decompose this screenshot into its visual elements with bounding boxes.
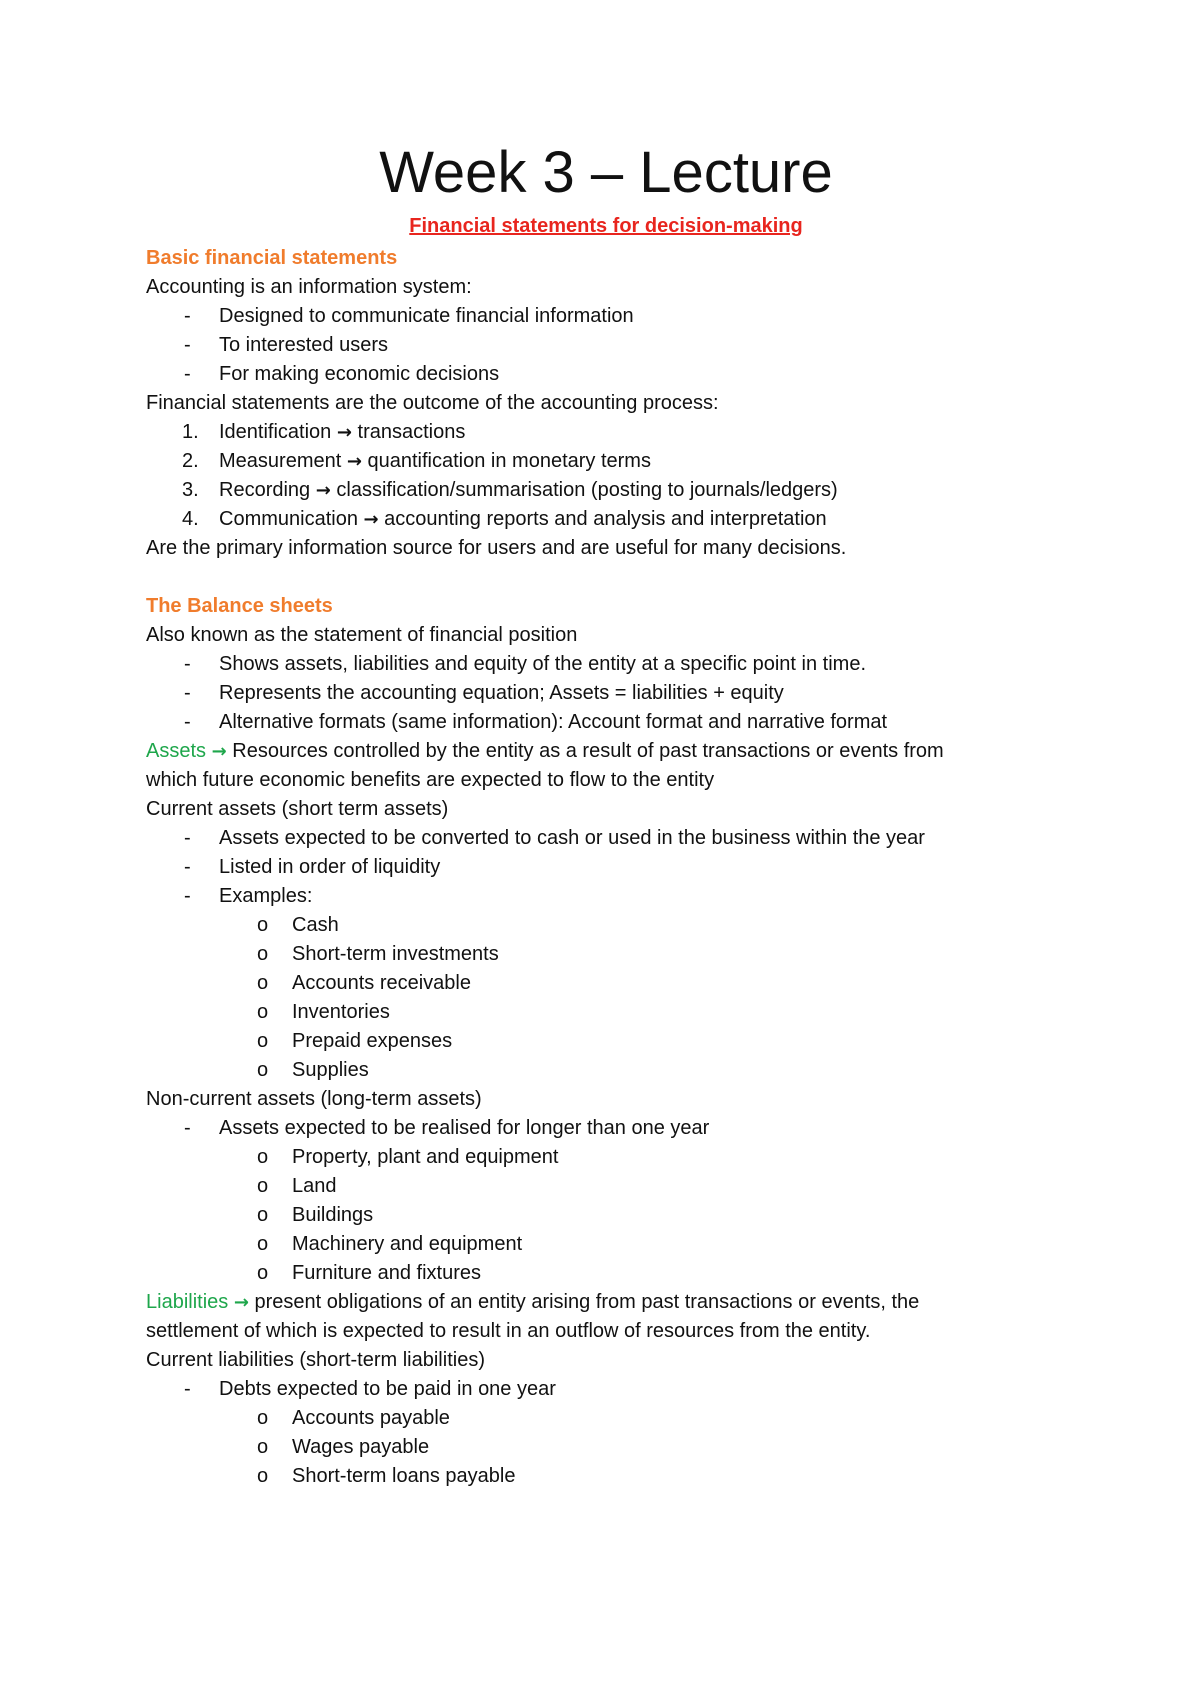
list-item: o Inventories: [146, 998, 1066, 1027]
document-page: [146, 140, 1066, 1491]
arrow-right-icon: →: [363, 509, 379, 530]
list-item: - Listed in order of liquidity: [146, 853, 1066, 882]
circle-bullet-icon: o: [257, 1262, 269, 1284]
list-item: 4. Communication → accounting reports and analysis and interpretation: [182, 508, 827, 530]
list-item: o Cash: [146, 911, 1066, 940]
liabilities-label: Liabilities: [146, 1291, 229, 1313]
arrow-right-icon: →: [346, 451, 362, 472]
dash-marker: -: [184, 682, 191, 704]
paragraph-assets-definition-cont: which future economic benefits are expected to flow to the entity: [146, 769, 715, 791]
circle-bullet-icon: o: [257, 914, 269, 936]
list-item: - Examples:: [146, 882, 1066, 911]
circle-bullet-icon: o: [257, 1059, 269, 1081]
dash-marker: -: [184, 885, 191, 907]
list-item: 2. Measurement → quantification in monetary terms: [182, 450, 651, 472]
list-item: o Furniture and fixtures: [146, 1259, 1066, 1288]
list-item: - Alternative formats (same information): Account format and narrative format: [146, 708, 1066, 737]
section-heading-balance-sheets: The Balance sheets: [146, 595, 333, 617]
circle-bullet-icon: o: [257, 972, 269, 994]
list-item: o Accounts receivable: [146, 969, 1066, 998]
bullet-list-accounting: [146, 302, 1066, 389]
list-item: o Supplies: [146, 1056, 1066, 1085]
paragraph-balance-intro: Also known as the statement of financial position: [146, 624, 578, 646]
dash-marker: -: [184, 363, 191, 385]
dash-marker: -: [184, 1378, 191, 1400]
dash-marker: -: [184, 1117, 191, 1139]
numbered-list-process: [146, 418, 1066, 534]
list-item: o Buildings: [146, 1201, 1066, 1230]
list-item: - Shows assets, liabilities and equity of the entity at a specific point in time.: [146, 650, 1066, 679]
list-item: o Short-term loans payable: [146, 1462, 1066, 1491]
circle-bullet-icon: o: [257, 1146, 269, 1168]
page-subtitle: Financial statements for decision-making: [409, 215, 803, 237]
dash-marker: -: [184, 827, 191, 849]
list-item: - For making economic decisions: [146, 360, 1066, 389]
heading-current-assets: Current assets (short term assets): [146, 798, 449, 820]
list-item: - Assets expected to be converted to cash or used in the business within the year: [146, 824, 1066, 853]
list-item: o Machinery and equipment: [146, 1230, 1066, 1259]
list-item: o Short-term investments: [146, 940, 1066, 969]
heading-noncurrent-assets: Non-current assets (long-term assets): [146, 1088, 482, 1110]
circle-bullet-icon: o: [257, 1436, 269, 1458]
dash-marker: -: [184, 856, 191, 878]
bullet-list-balance: [146, 650, 1066, 737]
dash-marker: -: [184, 653, 191, 675]
list-item: 3. Recording → classification/summarisation (posting to journals/ledgers): [182, 479, 838, 501]
list-item: o Property, plant and equipment: [146, 1143, 1066, 1172]
circle-bullet-icon: o: [257, 1233, 269, 1255]
page-title: Week 3 – Lecture: [379, 140, 833, 205]
paragraph-liabilities-definition: Liabilities → present obligations of an entity arising from past transactions or events, the: [146, 1291, 920, 1313]
heading-current-liabilities: Current liabilities (short-term liabilities): [146, 1349, 485, 1371]
paragraph-process-intro: Financial statements are the outcome of the accounting process:: [146, 392, 719, 414]
arrow-right-icon: →: [211, 741, 227, 762]
circle-bullet-icon: o: [257, 1204, 269, 1226]
list-item: - Debts expected to be paid in one year: [146, 1375, 1066, 1404]
list-item: 1. Identification → transactions: [182, 421, 466, 443]
assets-label: Assets: [146, 740, 207, 762]
list-item: o Land: [146, 1172, 1066, 1201]
dash-marker: -: [184, 305, 191, 327]
circle-bullet-icon: o: [257, 1407, 269, 1429]
list-item: - To interested users: [146, 331, 1066, 360]
circle-bullet-icon: o: [257, 1465, 269, 1487]
circle-bullet-icon: o: [257, 1030, 269, 1052]
paragraph-assets-definition: Assets → Resources controlled by the entity as a result of past transactions or events from: [146, 740, 944, 762]
list-item: o Accounts payable: [146, 1404, 1066, 1433]
list-item: o Prepaid expenses: [146, 1027, 1066, 1056]
list-item: - Represents the accounting equation; Assets = liabilities + equity: [146, 679, 1066, 708]
circle-bullet-icon: o: [257, 1001, 269, 1023]
paragraph-accounting-intro: Accounting is an information system:: [146, 276, 472, 298]
bullet-list-noncurrent-assets: [146, 1114, 1066, 1288]
circle-bullet-icon: o: [257, 943, 269, 965]
section-heading-basic-financial-statements: Basic financial statements: [146, 247, 398, 269]
list-item: - Assets expected to be realised for longer than one year: [146, 1114, 1066, 1143]
list-item: o Wages payable: [146, 1433, 1066, 1462]
list-item: - Designed to communicate financial information: [146, 302, 1066, 331]
dash-marker: -: [184, 334, 191, 356]
arrow-right-icon: →: [336, 422, 352, 443]
bullet-list-current-liabilities: [146, 1375, 1066, 1491]
arrow-right-icon: →: [233, 1292, 249, 1313]
bullet-list-current-assets: [146, 824, 1066, 1085]
paragraph-closing: Are the primary information source for users and are useful for many decisions.: [146, 537, 847, 559]
blank-line: [146, 563, 1066, 592]
paragraph-liabilities-definition-cont: settlement of which is expected to result in an outflow of resources from the entity.: [146, 1320, 871, 1342]
circle-bullet-icon: o: [257, 1175, 269, 1197]
arrow-right-icon: →: [315, 480, 331, 501]
dash-marker: -: [184, 711, 191, 733]
